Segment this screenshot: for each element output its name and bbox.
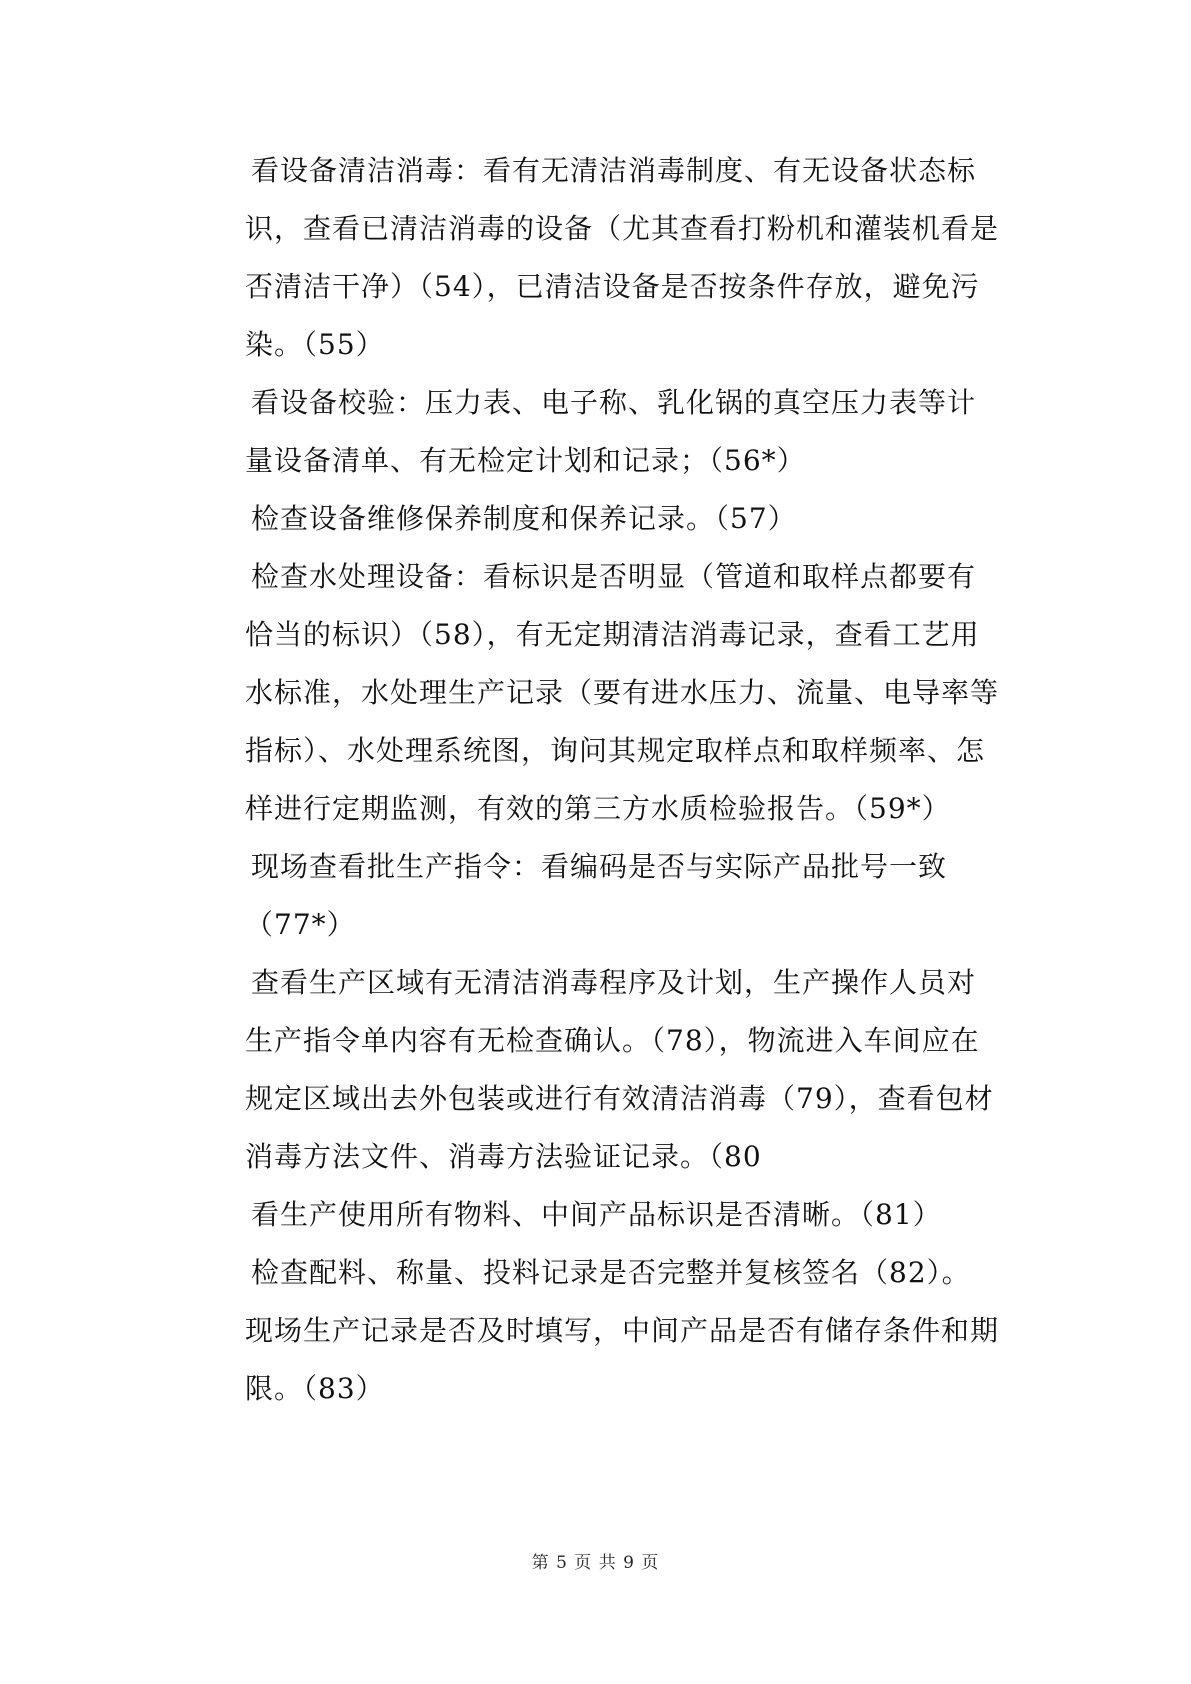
paragraph-line: 恰当的标识）（58），有无定期清洁消毒记录，查看工艺用	[245, 618, 980, 651]
paragraph-line: 量设备清单、有无检定计划和记录；（56*）	[245, 444, 806, 477]
paragraph-line: 现场生产记录是否及时填写，中间产品是否有储存条件和期	[245, 1314, 1000, 1347]
paragraph-line: 看设备校验：压力表、电子称、乳化锅的真空压力表等计	[251, 386, 977, 419]
paragraph-line: 否清洁干净）（54），已清洁设备是否按条件存放，避免污	[245, 270, 980, 303]
paragraph-line: 指标）、水处理系统图，询问其规定取样点和取样频率、怎	[245, 734, 986, 767]
paragraph-line: 查看生产区域有无清洁消毒程序及计划，生产操作人员对	[251, 966, 977, 999]
paragraph-line: 水标准，水处理生产记录（要有进水压力、流量、电导率等	[245, 676, 1000, 709]
paragraph-line: 检查水处理设备：看标识是否明显（管道和取样点都要有	[251, 560, 977, 593]
paragraph-line: 看生产使用所有物料、中间产品标识是否清晰。（81）	[251, 1198, 942, 1231]
paragraph-line: 生产指令单内容有无检查确认。（78），物流进入车间应在	[245, 1024, 980, 1057]
paragraph-line: 识，查看已清洁消毒的设备（尤其查看打粉机和灌装机看是	[245, 212, 1000, 245]
paragraph-line: （77*）	[245, 908, 356, 941]
paragraph-line: 检查设备维修保养制度和保养记录。（57）	[251, 502, 797, 535]
page-number-footer: 第 5 页 共 9 页	[531, 1553, 660, 1573]
paragraph-line: 检查配料、称量、投料记录是否完整并复核签名（82）。	[251, 1256, 971, 1289]
paragraph-line: 规定区域出去外包装或进行有效清洁消毒（79），查看包材	[245, 1082, 994, 1115]
paragraph-line: 限。（83）	[245, 1372, 385, 1405]
paragraph-line: 现场查看批生产指令：看编码是否与实际产品批号一致	[251, 850, 948, 883]
paragraph-line: 样进行定期监测，有效的第三方水质检验报告。（59*）	[245, 792, 951, 825]
paragraph-line: 染。（55）	[245, 328, 385, 361]
paragraph-line: 看设备清洁消毒：看有无清洁消毒制度、有无设备状态标	[251, 154, 977, 187]
paragraph-line: 消毒方法文件、消毒方法验证记录。（80	[245, 1140, 762, 1173]
